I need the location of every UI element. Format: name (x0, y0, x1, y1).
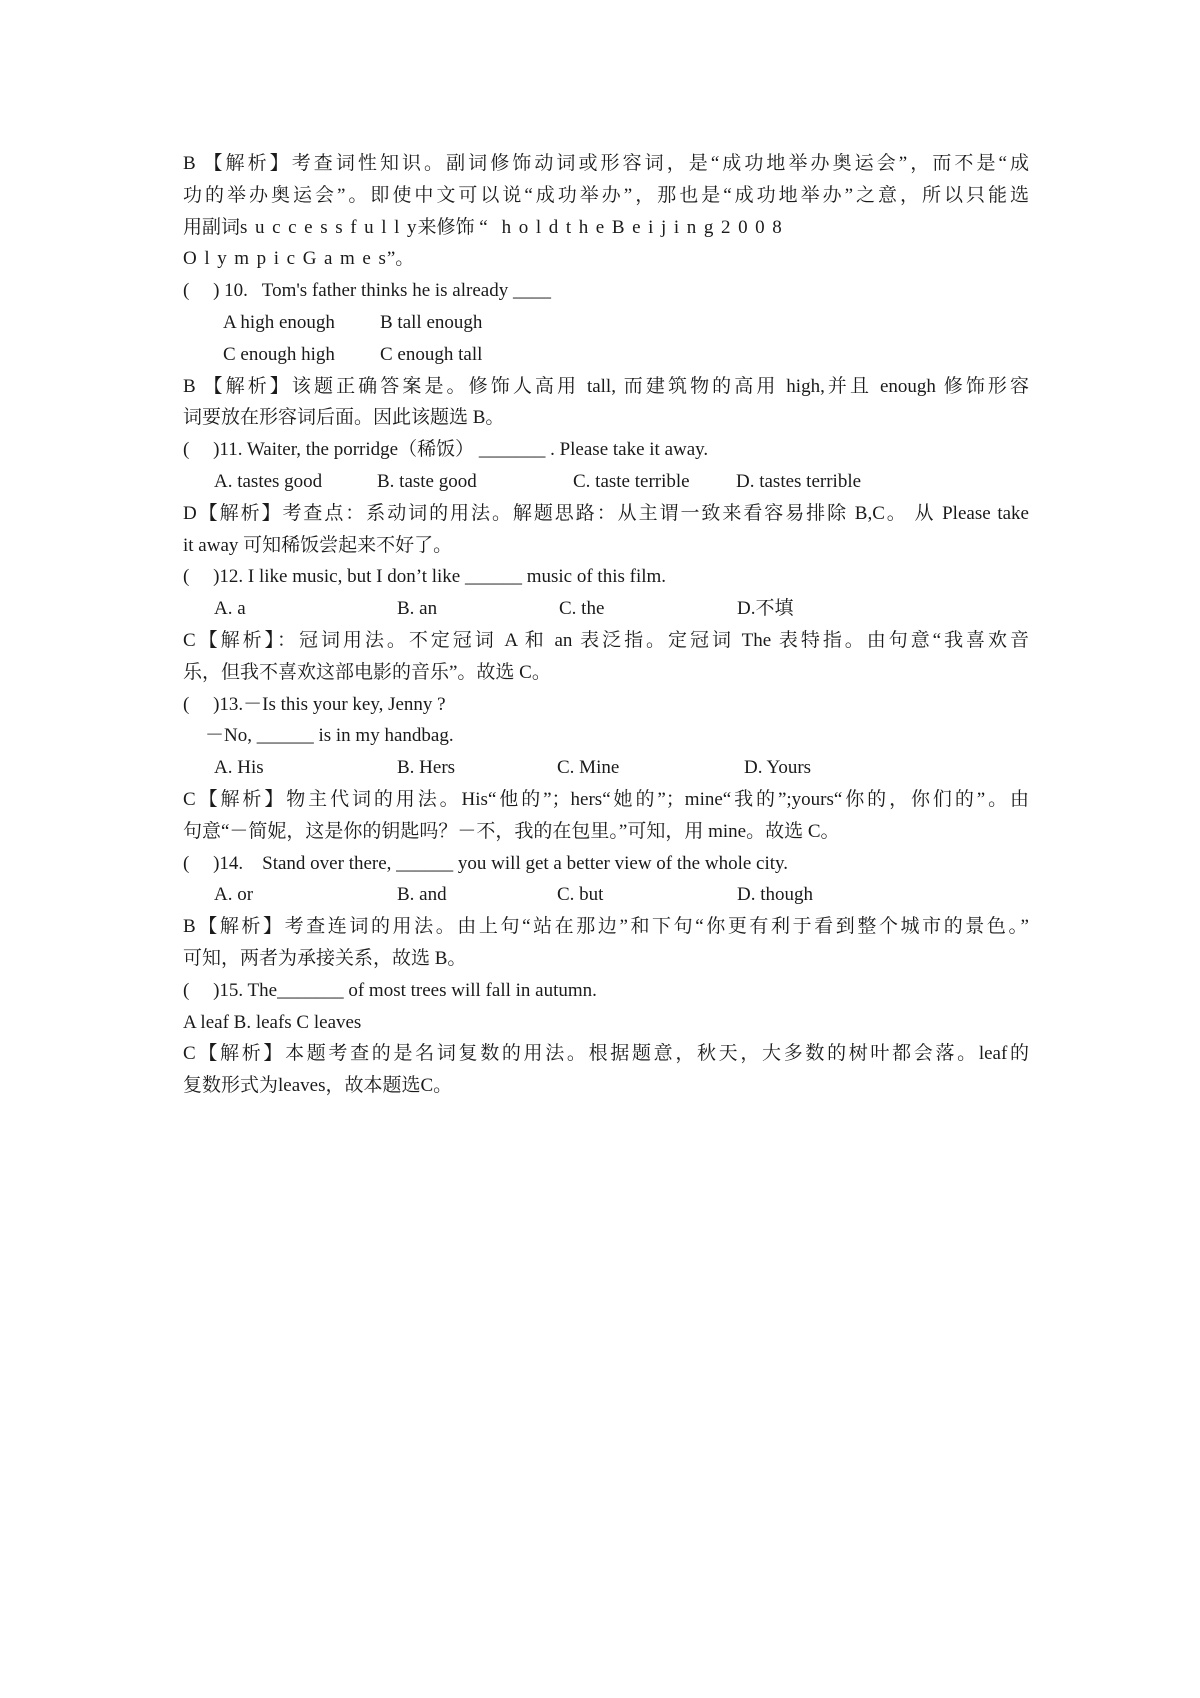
q9-explanation-line-4 (183, 243, 1029, 275)
q13-explanation-line-1: C【解析】物主代词的用法。His“他的”；hers“她的”；mine“我的”;yours“你的，你们的”。由 (183, 788, 1029, 810)
q14-stem: ( )14. Stand over there, ______ you will get a better view of the whole city. (183, 852, 789, 874)
q10-options-row-2 (183, 339, 1029, 371)
q10-option-b: B tall enough (380, 311, 483, 333)
q9-explanation-line-3 (183, 212, 1029, 244)
q10-explanation-line-2: 词要放在形容词后面。因此该题选 B。 (183, 407, 505, 429)
q13-option-d: D. Yours (744, 757, 812, 779)
q14-explanation-line-2: 可知，两者为承接关系，故选 B。 (183, 947, 467, 969)
q11-option-c: C. taste terrible (573, 470, 690, 492)
q9-explanation-phrase: OlympicGames (183, 248, 394, 270)
q11-option-d: D. tastes terrible (736, 470, 862, 492)
q14-option-b: B. and (397, 884, 447, 906)
q9-explanation-text: 来修饰 “ (417, 216, 488, 238)
q10-explanation-line-1: B 【解析】该题正确答案是。修饰人高用 tall, 而建筑物的高用 high,并且 enough 修饰形容 (183, 375, 1029, 397)
q11-explanation-line-1: D【解析】考查点：系动词的用法。解题思路：从主谓一致来看容易排除 B,C。 从 Please take (183, 502, 1029, 524)
q14-option-c: C. but (557, 884, 604, 906)
q13-option-a: A. His (214, 757, 264, 779)
q12-option-c: C. the (559, 598, 605, 620)
q15-stem: ( )15. The_______ of most trees will fall in autumn. (183, 979, 597, 1001)
q12-stem: ( )12. I like music, but I don’t like ______ music of this film. (183, 566, 667, 588)
q10-option-c: C enough high (223, 343, 335, 365)
q11-options-row (183, 466, 1029, 498)
q13-option-c: C. Mine (557, 757, 620, 779)
q13-stem: ( )13.－Is this your key, Jenny ? (183, 693, 446, 715)
q11-option-a: A. tastes good (214, 470, 323, 492)
q10-option-d: C enough tall (380, 343, 483, 365)
q13-options-row (183, 752, 1029, 784)
q13-explanation-line-2: 句意“－简妮，这是你的钥匙吗？－不，我的在包里。”可知，用 mine。故选 C。 (183, 820, 840, 842)
q13-option-b: B. Hers (397, 757, 456, 779)
q9-explanation-line-2: 功的举办奥运会”。即使中文可以说“成功举办”，那也是“成功地举办”之意，所以只能选 (183, 184, 1029, 206)
q11-stem: ( )11. Waiter, the porridge（稀饭） _______ . Please take it away. (183, 439, 709, 461)
q9-explanation-text: 用副词 (183, 216, 241, 238)
q12-options-row (183, 593, 1029, 625)
q14-option-a: A. or (214, 884, 254, 906)
q12-explanation-line-1: C【解析】：冠词用法。不定冠词 A 和 an 表泛指。定冠词 The 表特指。由句意“我喜欢音 (183, 629, 1029, 651)
q10-stem: ( ) 10. Tom's father thinks he is already ____ (183, 280, 551, 302)
q12-option-b: B. an (397, 598, 438, 620)
q12-option-a: A. a (214, 598, 246, 620)
q14-option-d: D. though (737, 884, 813, 906)
q15-explanation-line-2: 复数形式为leaves，故本题选C。 (183, 1075, 453, 1097)
q13-stem-reply: －No, ______ is in my handbag. (205, 725, 454, 747)
q9-explanation-line-1: B 【解析】考查词性知识。副词修饰动词或形容词，是“成功地举办奥运会”，而不是“成 (183, 153, 1029, 174)
q14-options-row (183, 879, 1029, 911)
worksheet-page (183, 148, 1029, 1102)
q11-explanation-line-2: it away 可知稀饭尝起来不好了。 (183, 534, 453, 556)
q10-options-row-1 (183, 307, 1029, 339)
q9-explanation-phrase: holdtheBeijing2008 (501, 216, 790, 238)
q14-explanation-line-1: B【解析】考查连词的用法。由上句“站在那边”和下句“你更有利于看到整个城市的景色。” (183, 916, 1029, 938)
q15-options: A leaf B. leafs C leaves (183, 1011, 362, 1033)
q12-explanation-line-2: 乐，但我不喜欢这部电影的音乐”。故选 C。 (183, 661, 551, 683)
q9-explanation-text: ”。 (386, 248, 415, 270)
q10-option-a: A high enough (223, 311, 335, 333)
q12-option-d: D.不填 (737, 598, 794, 620)
q11-option-b: B. taste good (377, 470, 477, 492)
q9-explanation-word: successfully (240, 216, 425, 238)
q15-explanation-line-1: C【解析】本题考查的是名词复数的用法。根据题意，秋天，大多数的树叶都会落。leaf的 (183, 1043, 1029, 1065)
